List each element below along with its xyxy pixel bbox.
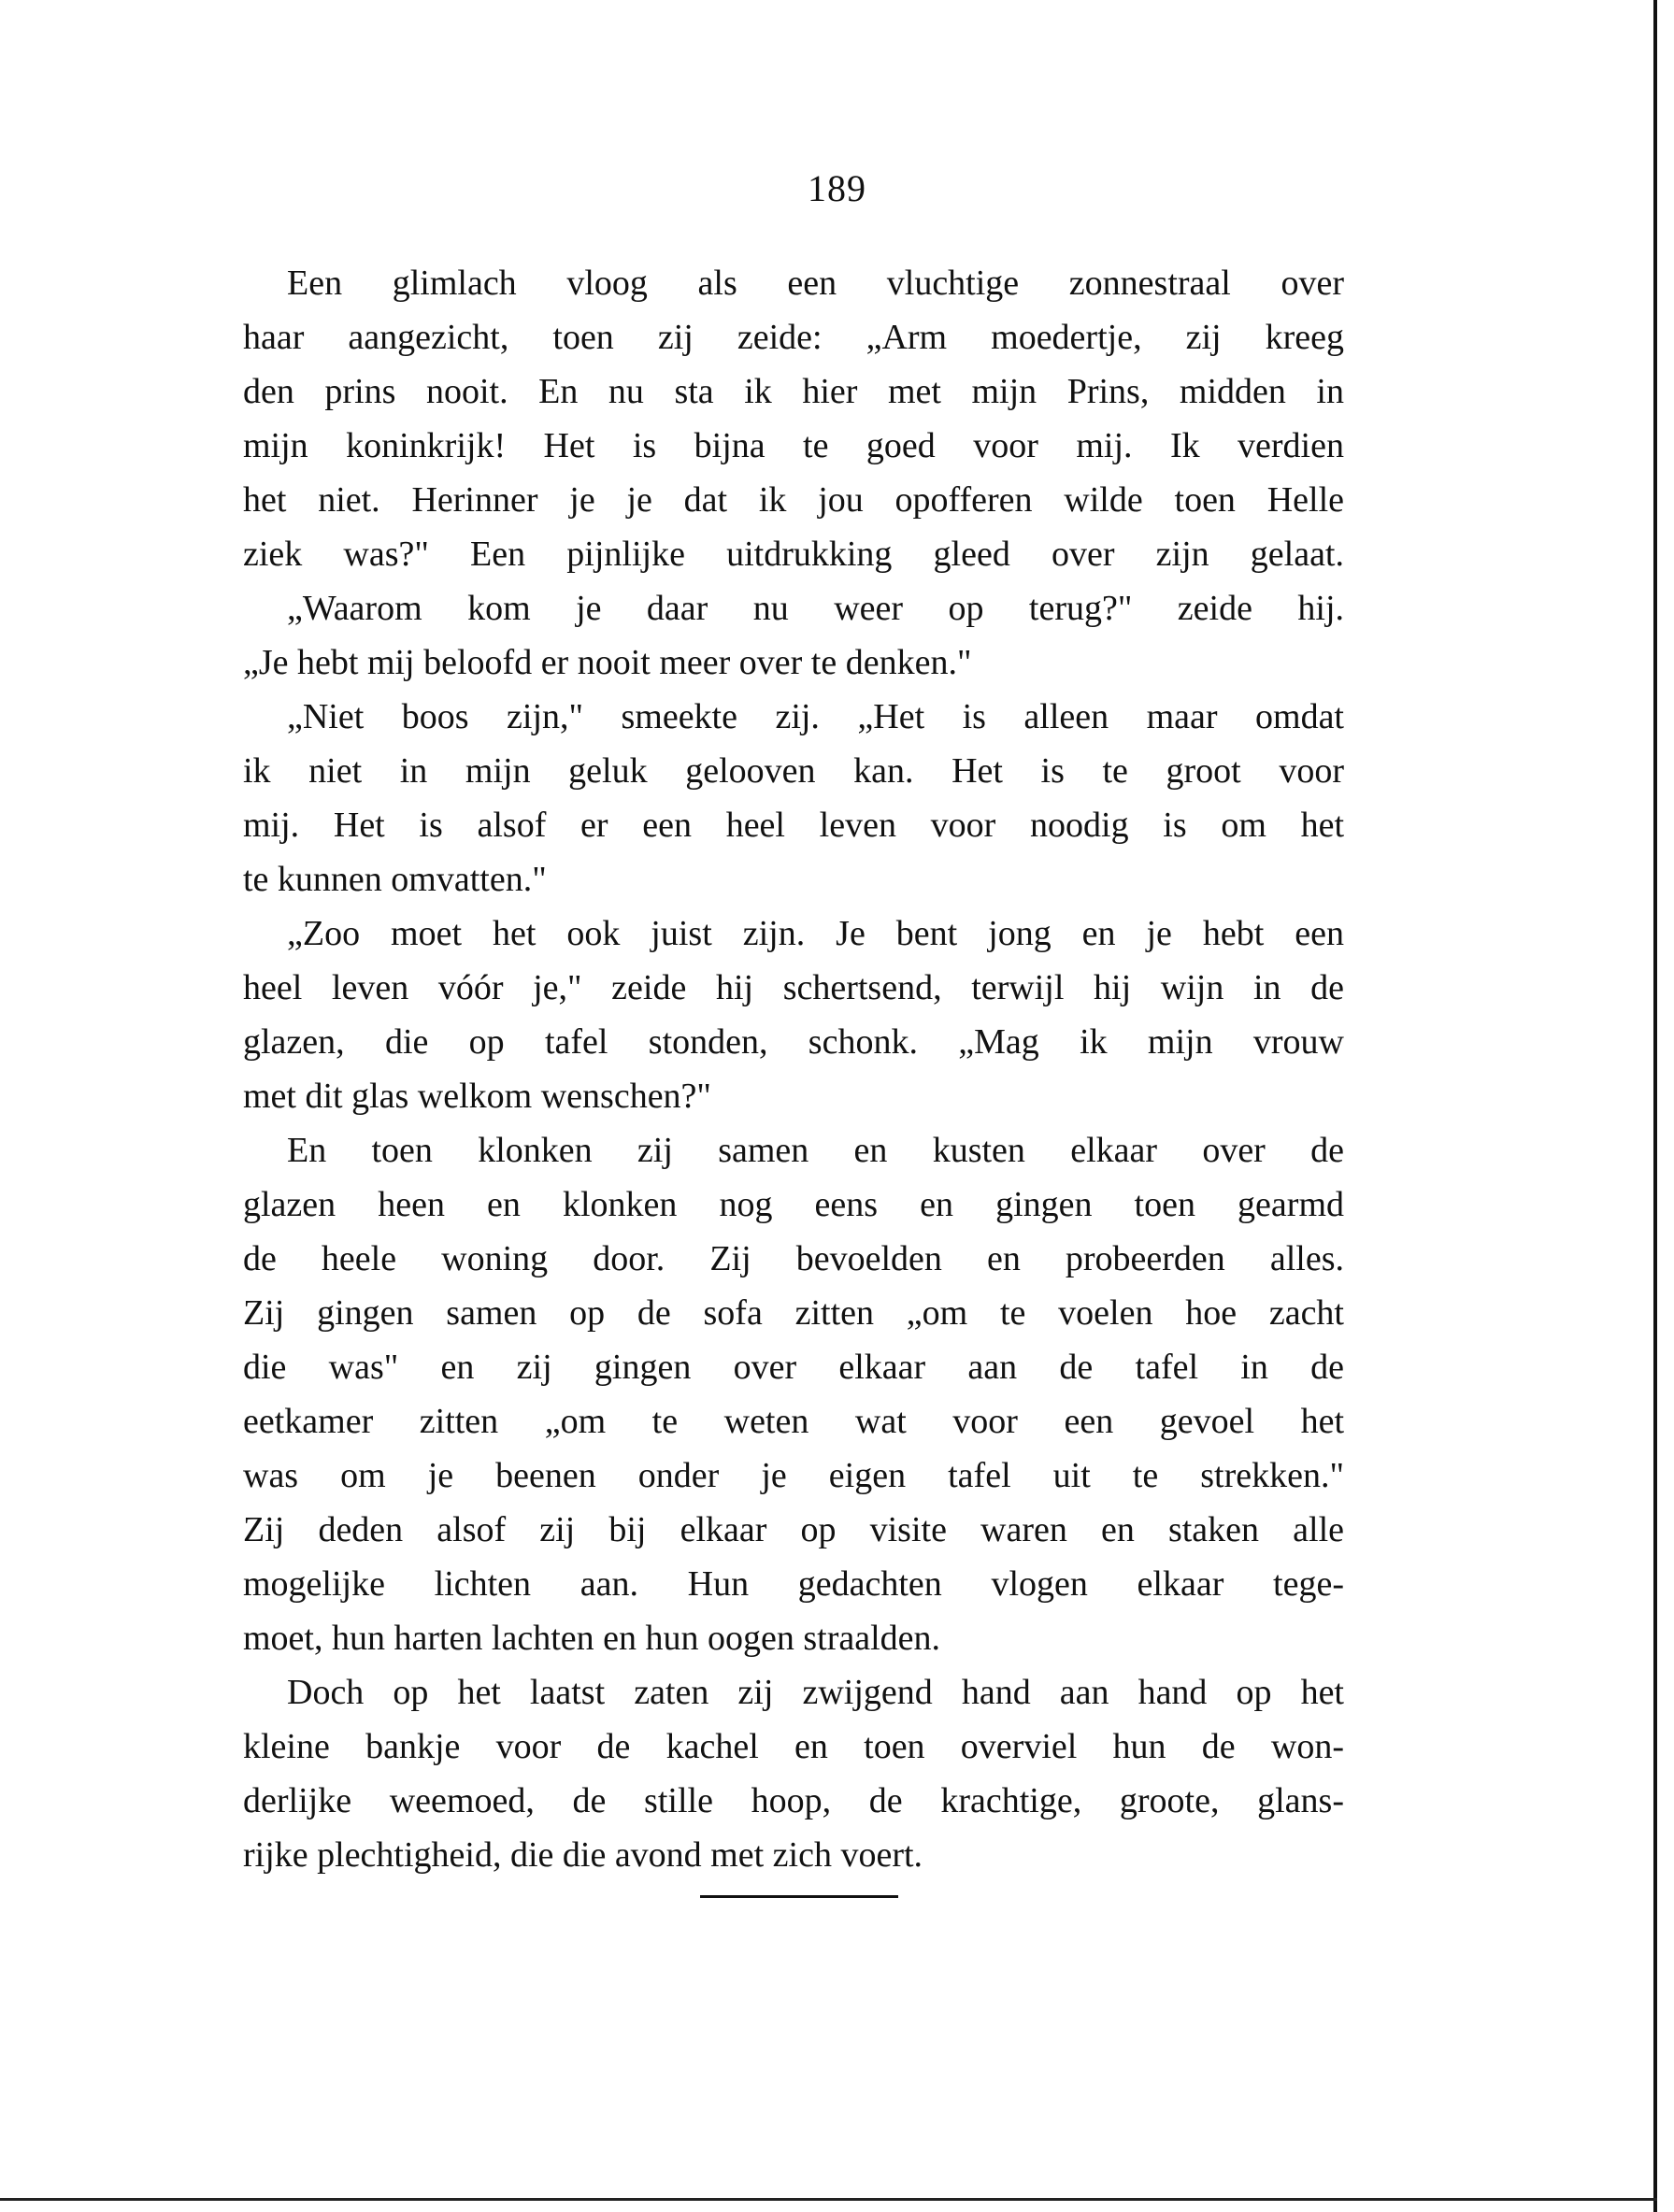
text-line: moet, hun harten lachten en hun oogen straalden. [243, 1619, 941, 1658]
page-edge-bottom [0, 2198, 1657, 2201]
text-line: glazen heen en klonken nog eens en gingen toen gearmd [243, 1185, 1344, 1224]
text-line: haar aangezicht, toen zij zeide: „Arm moedertje, zij kreeg [243, 318, 1344, 357]
text-line: den prins nooit. En nu sta ik hier met mijn Prins, midden in [243, 372, 1344, 411]
section-end-rule [700, 1895, 898, 1898]
text-line: derlijke weemoed, de stille hoop, de krachtige, groote, glans- [243, 1781, 1344, 1820]
text-line: die was" en zij gingen over elkaar aan de tafel in de [243, 1348, 1344, 1387]
text-line: ziek was?" Een pijnlijke uitdrukking gleed over zijn gelaat. [243, 535, 1344, 574]
text-line: Doch op het laatst zaten zij zwijgend hand aan hand op het [287, 1673, 1344, 1712]
text-line: de heele woning door. Zij bevoelden en probeerden alles. [243, 1239, 1344, 1278]
text-line: En toen klonken zij samen en kusten elkaar over de [287, 1131, 1344, 1170]
paragraph [243, 256, 1344, 581]
text-line: eetkamer zitten „om te weten wat voor een gevoel het [243, 1402, 1344, 1441]
page-number: 189 [808, 167, 866, 209]
text-line: heel leven vóór je," zeide hij schertsend, terwijl hij wijn in de [243, 968, 1344, 1007]
paragraph [243, 1665, 1344, 1882]
text-line: mij. Het is alsof er een heel leven voor noodig is om het [243, 806, 1344, 845]
text-line: rijke plechtigheid, die die avond met zich voert. [243, 1835, 923, 1875]
page-edge-right [1653, 0, 1657, 2212]
text-line: kleine bankje voor de kachel en toen overviel hun de won- [243, 1727, 1344, 1766]
text-line: was om je beenen onder je eigen tafel uit te strekken." [243, 1456, 1344, 1495]
text-line: te kunnen omvatten." [243, 860, 547, 899]
text-line: met dit glas welkom wenschen?" [243, 1077, 711, 1116]
text-line: mijn koninkrijk! Het is bijna te goed voor mij. Ik verdien [243, 426, 1344, 465]
text-line: mogelijke lichten aan. Hun gedachten vlogen elkaar tege- [243, 1564, 1344, 1604]
paragraph [243, 581, 1344, 690]
text-line: „Niet boos zijn," smeekte zij. „Het is alleen maar omdat [287, 697, 1344, 736]
text-line: „Zoo moet het ook juist zijn. Je bent jong en je hebt een [287, 914, 1344, 953]
text-line: Zij gingen samen op de sofa zitten „om te voelen hoe zacht [243, 1293, 1344, 1333]
paragraph [243, 690, 1344, 906]
text-line: het niet. Herinner je je dat ik jou opofferen wilde toen Helle [243, 480, 1344, 520]
paragraph [243, 1123, 1344, 1665]
text-line: ik niet in mijn geluk gelooven kan. Het is te groot voor [243, 751, 1344, 791]
paragraph [243, 906, 1344, 1123]
body-text [243, 256, 1344, 1882]
text-line: glazen, die op tafel stonden, schonk. „Mag ik mijn vrouw [243, 1022, 1344, 1062]
text-line: Zij deden alsof zij bij elkaar op visite waren en staken alle [243, 1510, 1344, 1549]
text-line: Een glimlach vloog als een vluchtige zonnestraal over [287, 264, 1344, 303]
text-line: „Je hebt mij beloofd er nooit meer over te denken." [243, 643, 972, 682]
text-line: „Waarom kom je daar nu weer op terug?" zeide hij. [287, 589, 1344, 628]
